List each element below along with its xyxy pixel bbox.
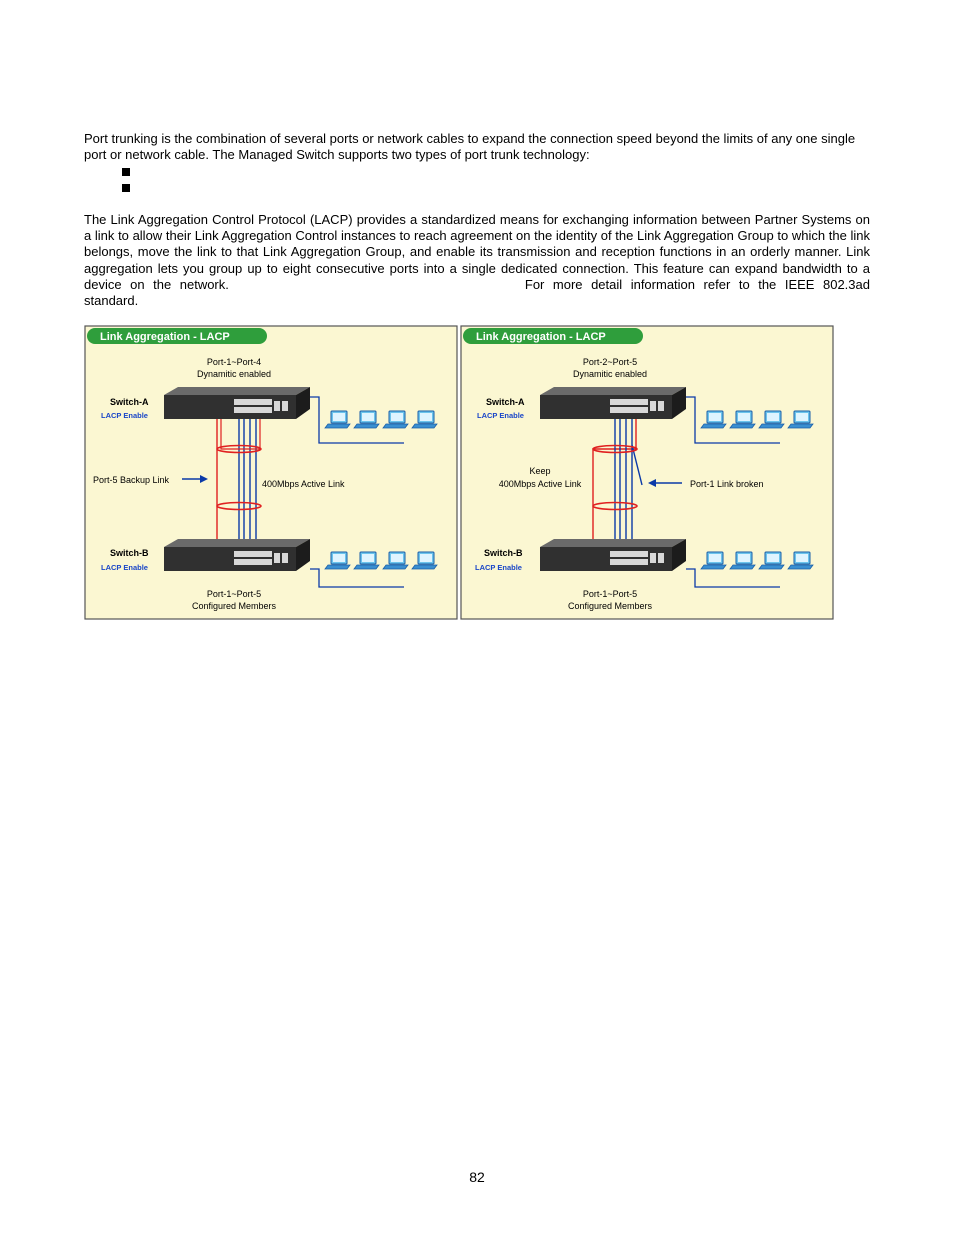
square-bullet-icon — [122, 184, 130, 192]
right-panel — [461, 326, 833, 619]
lacp-paragraph — [84, 212, 870, 309]
right-switch-a-icon — [540, 387, 686, 419]
right-top-ports-line2: Dynamitic enabled — [572, 369, 648, 379]
right-switch-a-status: LACP Enable — [477, 411, 524, 420]
left-panel-title: Link Aggregation - LACP — [100, 331, 230, 343]
square-bullet-icon — [122, 168, 130, 176]
left-switch-b-status: LACP Enable — [101, 563, 148, 572]
left-switch-a-label: Switch-A — [110, 397, 149, 407]
right-switch-b-status: LACP Enable — [475, 563, 522, 572]
list-item — [122, 180, 130, 196]
right-keep-line1: Keep — [529, 466, 551, 476]
left-switch-a-status: LACP Enable — [101, 411, 148, 420]
left-top-ports-line1: Port-1~Port-4 — [206, 357, 262, 367]
right-switch-a-label: Switch-A — [486, 397, 525, 407]
left-switch-b-icon — [164, 539, 310, 571]
lacp-text-tail: For more detail information refer to the IEEE 802.3ad standard. — [84, 276, 870, 309]
right-switch-b-label: Switch-B — [484, 548, 523, 558]
left-switch-a-icon — [164, 387, 310, 419]
intro-paragraph: Port trunking is the combination of several ports or network cables to expand the connection speed beyond the limits of any one single port or network cable. The Managed Switch supports two types of port trunk technology: — [84, 131, 856, 163]
right-keep-line2: 400Mbps Active Link — [498, 479, 582, 489]
right-broken-label: Port-1 Link broken — [690, 479, 764, 489]
left-top-ports-line2: Dynamitic enabled — [196, 369, 272, 379]
right-bottom-ports-line1: Port-1~Port-5 — [582, 589, 638, 599]
right-top-ports-line1: Port-2~Port-5 — [582, 357, 638, 367]
page-number: 82 — [469, 1169, 485, 1185]
lacp-diagram — [84, 325, 836, 621]
left-bottom-ports-line1: Port-1~Port-5 — [206, 589, 262, 599]
right-switch-b-icon — [540, 539, 686, 571]
list-item — [122, 164, 130, 180]
right-panel-title: Link Aggregation - LACP — [476, 331, 606, 343]
left-backup-label: Port-5 Backup Link — [93, 475, 170, 485]
left-panel — [85, 326, 457, 619]
left-switch-b-label: Switch-B — [110, 548, 149, 558]
right-bottom-ports-line2: Configured Members — [567, 601, 653, 611]
left-active-label: 400Mbps Active Link — [262, 479, 345, 489]
left-bottom-ports-line2: Configured Members — [191, 601, 277, 611]
trunk-type-list — [122, 164, 130, 196]
lacp-text-main: The Link Aggregation Control Protocol (LACP) provides a standardized means for exchanging information between Partner Systems on a link to allow their Link Aggregation Control instances to reach agreement on the identity of the Link Aggregation Group to which the link belongs, move the link to that Link Aggregation Group, and enable its transmission and reception functions in an orderly manner. Link aggregation lets you group up to eight consecutive ports into a single dedicated connection. This feature can expand bandwidth to a device on the network. — [84, 212, 870, 292]
